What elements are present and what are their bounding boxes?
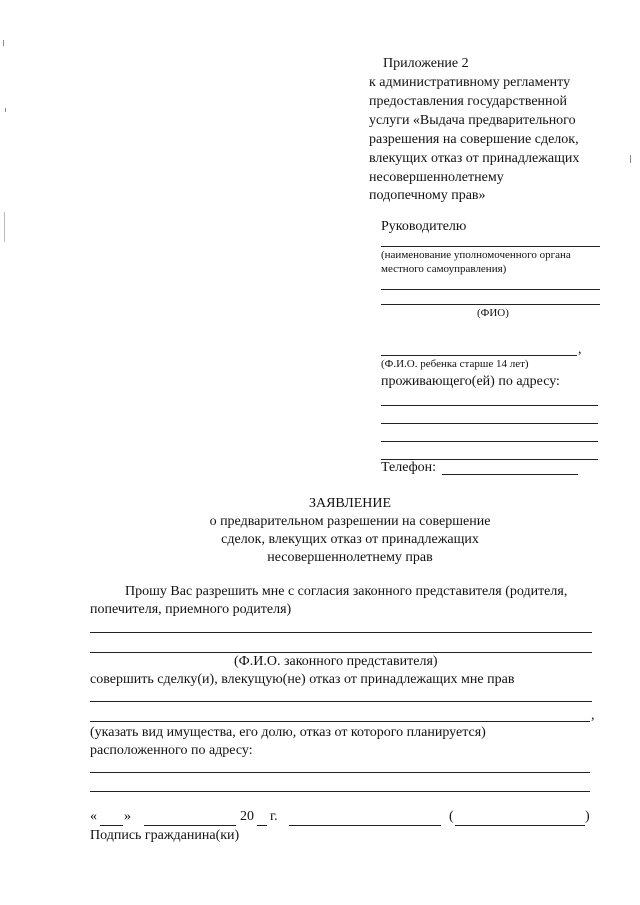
address-line[interactable]	[381, 441, 598, 442]
document-subtitle: о предварительном разрешении на совершение	[209, 514, 491, 529]
request-text: Прошу Вас разрешить мне с согласия законного представителя (родителя,	[125, 584, 568, 599]
phone-label: Телефон:	[381, 460, 437, 475]
org-hint: (наименование уполномоченного органа	[381, 249, 571, 261]
property-hint: (указать вид имущества, его долю, отказ от которого планируется)	[90, 725, 486, 740]
document-subtitle: сделок, влекущих отказ от принадлежащих	[221, 532, 479, 547]
deal-text: совершить сделку(и), влекущую(не) отказ от принадлежащих мне прав	[90, 672, 515, 687]
org-name-line[interactable]	[381, 246, 600, 247]
address-line[interactable]	[381, 423, 598, 424]
representative-line[interactable]	[90, 632, 592, 633]
name-paren-close: )	[585, 809, 590, 824]
org-hint: местного самоуправления)	[381, 263, 507, 275]
child-fio-line[interactable]	[381, 355, 577, 356]
document-title: ЗАЯВЛЕНИЕ	[308, 496, 392, 511]
date-year-suffix: г.	[270, 809, 278, 824]
property-line[interactable]	[90, 721, 590, 722]
scan-speck	[5, 108, 6, 112]
appendix-line: предоставления государственной	[369, 94, 568, 109]
request-text: попечителя, приемного родителя)	[90, 602, 292, 617]
located-label: расположенного по адресу:	[90, 743, 253, 758]
location-line[interactable]	[90, 772, 590, 773]
name-paren-open: (	[449, 809, 454, 824]
signature-label: Подпись гражданина(ки)	[90, 828, 240, 843]
location-line[interactable]	[90, 791, 590, 792]
date-quote-close: »	[124, 809, 131, 824]
fio-line[interactable]	[381, 289, 600, 290]
appendix-line: к административному регламенту	[369, 75, 571, 90]
document-subtitle: несовершеннолетнему прав	[267, 550, 433, 565]
appendix-line: услуги «Выдача предварительного	[369, 113, 576, 128]
scan-speck	[4, 212, 5, 242]
appendix-line: влекущих отказ от принадлежащих	[369, 151, 580, 166]
representative-line[interactable]	[90, 652, 592, 653]
phone-line[interactable]	[442, 474, 578, 475]
scan-speck	[630, 155, 631, 163]
appendix-line: разрешения на совершение сделок,	[369, 132, 579, 147]
residing-label: проживающего(ей) по адресу:	[381, 374, 560, 389]
child-comma: ,	[578, 342, 582, 357]
date-month-line[interactable]	[144, 825, 236, 826]
signature-line[interactable]	[289, 825, 441, 826]
fio-hint: (ФИО)	[477, 307, 509, 319]
address-line[interactable]	[381, 405, 598, 406]
property-line[interactable]	[90, 701, 592, 702]
appendix-line: несовершеннолетнему	[369, 170, 504, 185]
property-comma: ,	[591, 708, 595, 723]
scan-speck	[3, 40, 4, 46]
date-day-line[interactable]	[100, 825, 123, 826]
child-hint: (Ф.И.О. ребенка старше 14 лет)	[381, 358, 529, 370]
fio-line[interactable]	[381, 304, 600, 305]
date-year-line[interactable]	[257, 825, 267, 826]
date-quote-open: «	[90, 809, 97, 824]
signature-name-line[interactable]	[455, 825, 585, 826]
appendix-line: подопечному прав»	[369, 188, 486, 203]
representative-hint: (Ф.И.О. законного представителя)	[234, 654, 438, 669]
addressee-to: Руководителю	[381, 219, 467, 234]
date-year-prefix: 20	[240, 809, 254, 824]
appendix-line: Приложение 2	[383, 56, 469, 71]
